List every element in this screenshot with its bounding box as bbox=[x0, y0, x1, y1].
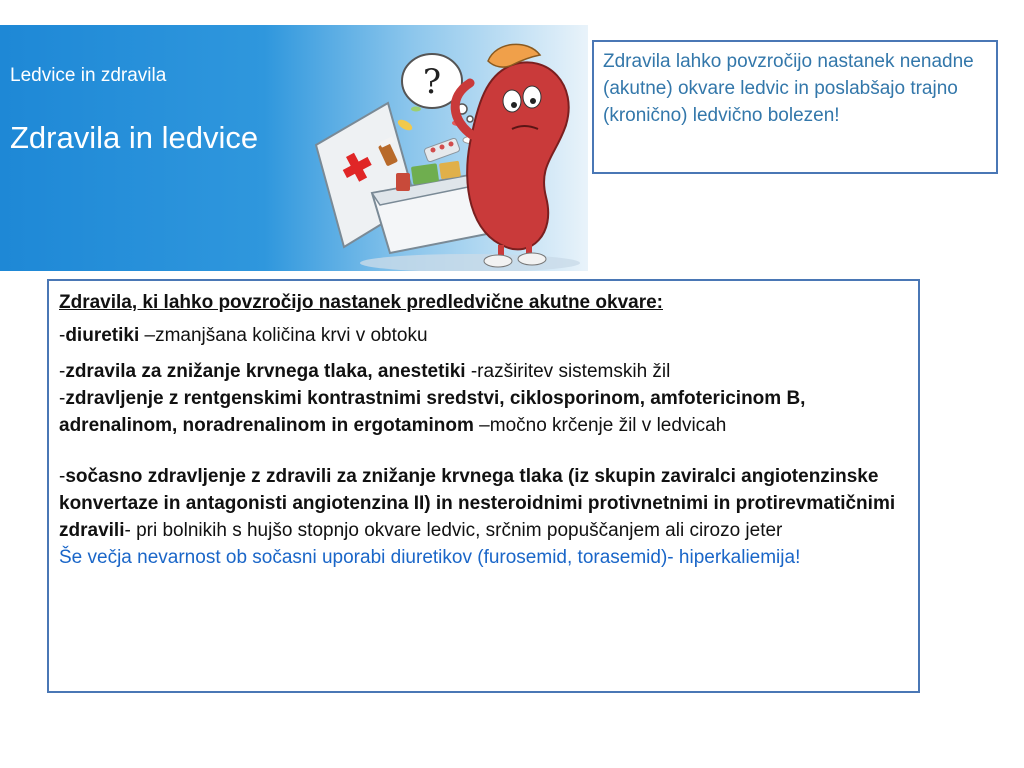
banner-title: Zdravila in ledvice bbox=[10, 120, 259, 155]
list-item: -sočasno zdravljenje z zdravili za znižanje krvnega tlaka (iz skupin zaviralci angiotenzinske konvertaze in antagonisti angiotenzina II) in nesteroidnimi protivnetnimi in protirevmatičnimi zdravili- pri bolnikih s hujšo stopnjo okvare ledvic, srčnim popuščanjem ali cirozo jeter bbox=[59, 466, 896, 541]
banner-subtitle: Ledvice in zdravila bbox=[10, 65, 167, 86]
svg-text:?: ? bbox=[422, 62, 442, 102]
list-item: -zdravljenje z rentgenskimi kontrastnimi sredstvi, ciklosporinom, amfotericinom B, adrenalinom, noradrenalinom in ergotaminom –močno krčenje žil v ledvicah bbox=[59, 388, 806, 436]
banner-image bbox=[0, 25, 588, 271]
list-item: -diuretiki –zmanjšana količina krvi v obtoku bbox=[59, 325, 428, 346]
medications-heading: Zdravila, ki lahko povzročijo nastanek predledvične akutne okvare: bbox=[59, 292, 663, 313]
warning-text: Še večja nevarnost ob sočasni uporabi diuretikov (furosemid, torasemid)- hiperkaliemija! bbox=[59, 547, 801, 568]
medications-box bbox=[47, 279, 920, 693]
note-text: Zdravila lahko povzročijo nastanek nenadne (akutne) okvare ledvic in poslabšajo trajno (kronično) ledvično bolezen! bbox=[603, 51, 974, 126]
note-box bbox=[592, 40, 998, 174]
list-item: -zdravila za znižanje krvnega tlaka, anestetiki -razširitev sistemskih žil bbox=[59, 361, 671, 382]
